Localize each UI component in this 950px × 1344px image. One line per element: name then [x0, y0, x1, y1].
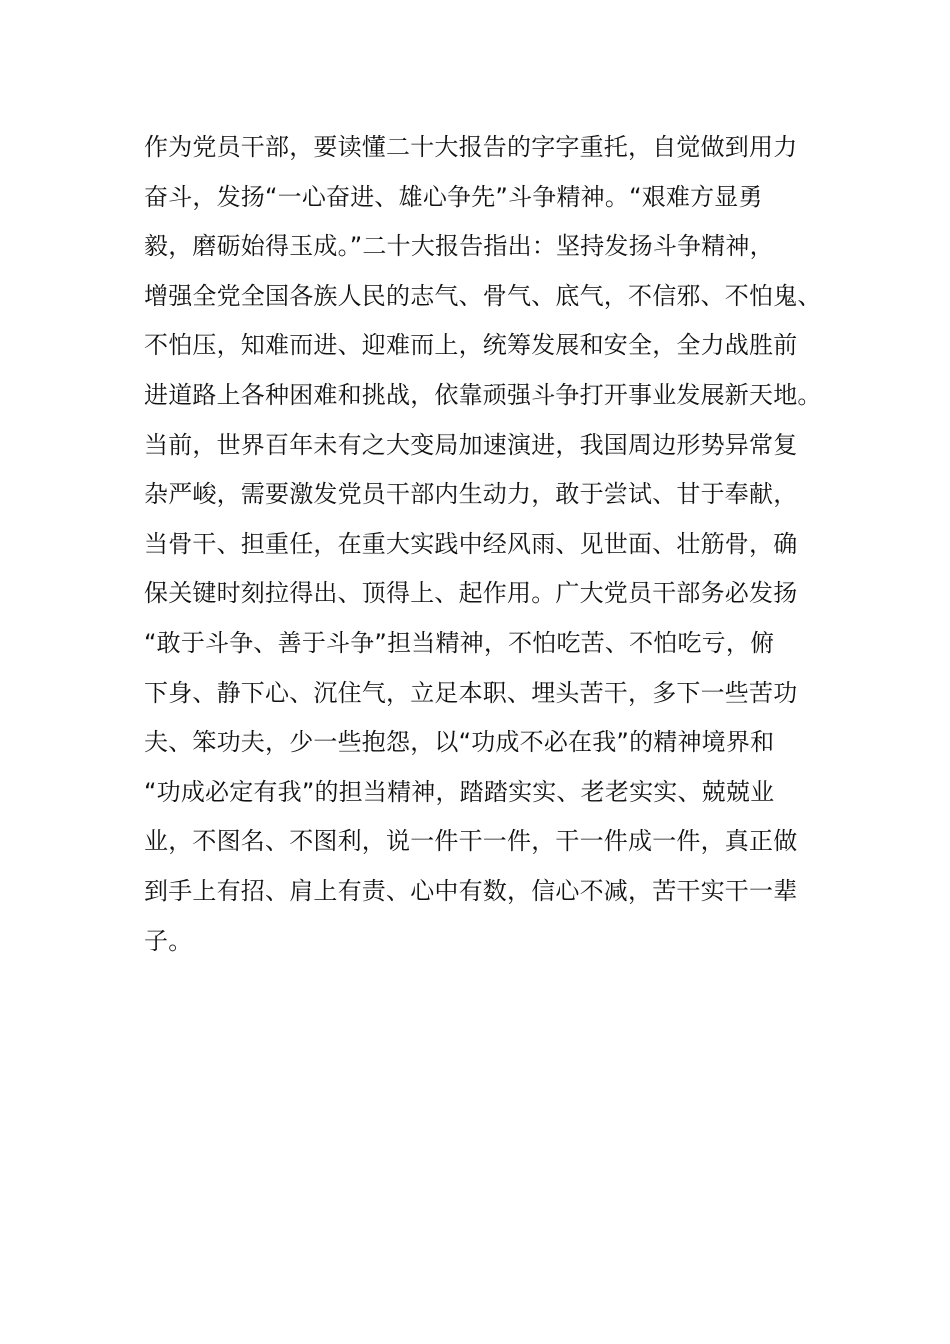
text-line: 作为党员干部，要读懂二十大报告的字字重托，自觉做到用力	[144, 133, 798, 161]
text-line: 进道路上各种困难和挑战，依靠顽强斗争打开事业发展新天地。	[144, 380, 822, 409]
text-line: 保关键时刻拉得出、顶得上、起作用。广大党员干部务必发扬	[144, 579, 798, 608]
text-line: 夫、笨功夫，少一些抱怨，以“功成不必在我”的精神境界和	[144, 728, 775, 757]
text-line: 不怕压，知难而进、迎难而上，统筹发展和安全，全力战胜前	[144, 331, 798, 360]
body-paragraph	[144, 123, 824, 966]
text-line: 增强全党全国各族人民的志气、骨气、底气，不信邪、不怕鬼、	[144, 281, 822, 310]
text-line: 当骨干、担重任，在重大实践中经风雨、见世面、壮筋骨，确	[144, 529, 798, 558]
text-line: 奋斗，发扬“一心奋进、雄心争先”斗争精神。“艰难方显勇	[144, 182, 763, 211]
text-line: 到手上有招、肩上有责、心中有数，信心不减，苦干实干一辈	[144, 876, 798, 905]
text-line: 子。	[144, 926, 193, 955]
text-line: 业，不图名、不图利，说一件干一件，干一件成一件，真正做	[144, 827, 798, 856]
text-line: 杂严峻，需要激发党员干部内生动力，敢于尝试、甘于奉献，	[144, 480, 798, 509]
text-line: 当前，世界百年未有之大变局加速演进，我国周边形势异常复	[144, 430, 798, 459]
text-line: “功成必定有我”的担当精神，踏踏实实、老老实实、兢兢业	[144, 777, 775, 806]
text-line: 下身、静下心、沉住气，立足本职、埋头苦干，多下一些苦功	[144, 678, 798, 707]
text-line: 毅，磨砺始得玉成。”二十大报告指出：坚持发扬斗争精神，	[144, 232, 774, 261]
text-line: “敢于斗争、善于斗争”担当精神，不怕吃苦、不怕吃亏，俯	[144, 628, 775, 657]
